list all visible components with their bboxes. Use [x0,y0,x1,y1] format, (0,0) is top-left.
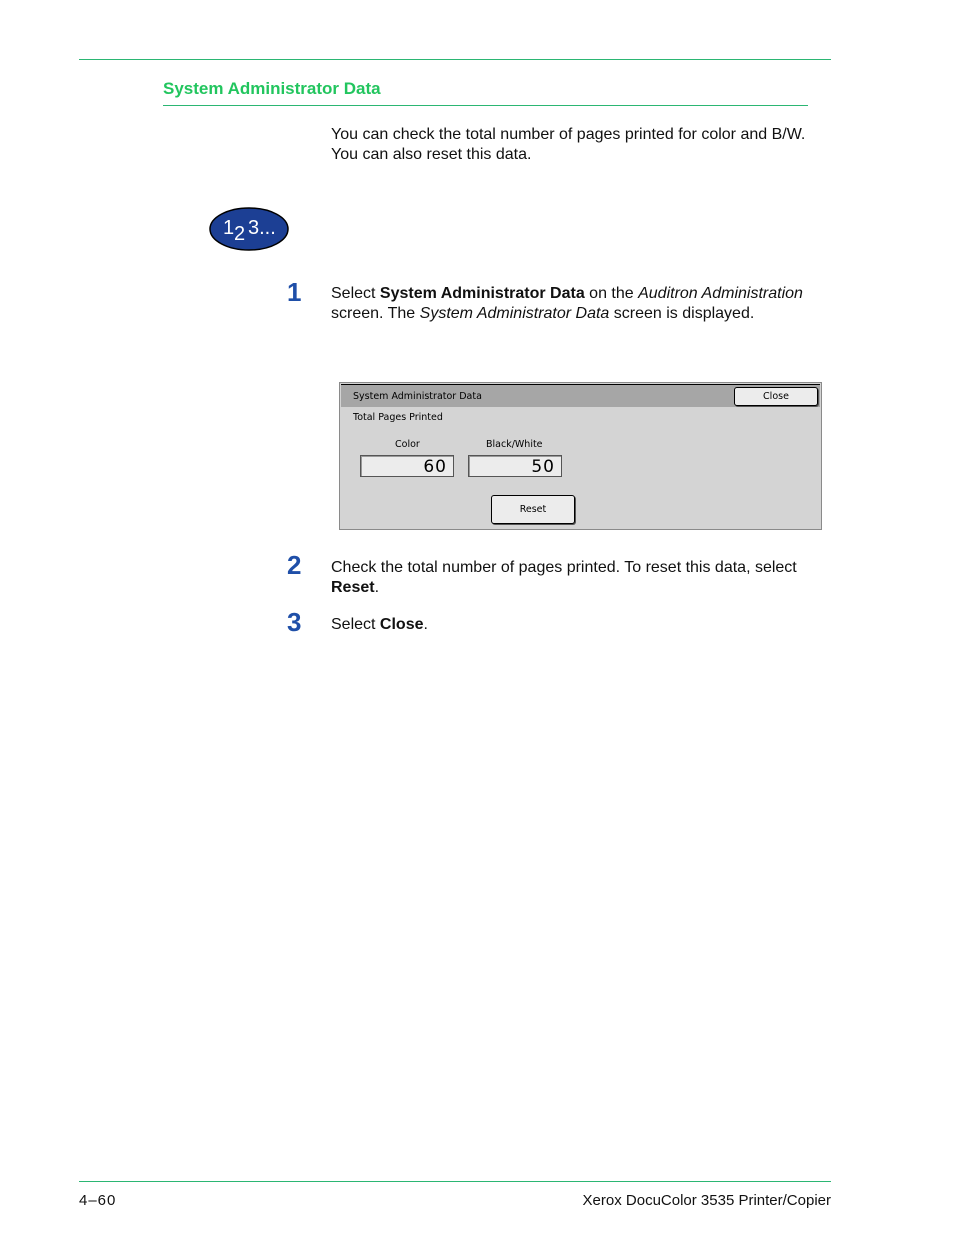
black-white-count-field: 50 [468,455,562,477]
black-white-label: Black/White [486,439,543,450]
intro-paragraph: You can check the total number of pages printed for color and B/W. You can also reset this data. [331,126,806,163]
procedure-icon-label-1: 1 [223,217,235,239]
footer-rule [79,1181,831,1182]
step-number-2: 2 [287,550,302,580]
screen-title: System Administrator Data [353,391,482,402]
step-number-3: 3 [287,607,302,637]
procedure-icon-label-2: 2 [234,223,246,245]
section-title-underline [163,105,808,106]
procedure-icon-label-3: 3... [248,217,276,239]
procedure-steps-icon [209,207,289,251]
section-title: System Administrator Data [163,79,381,98]
step-text-1: Select System Administrator Data on the Auditron Administration screen. The System Administrator Data screen is displayed. [331,285,803,322]
screen-title-bar [341,384,820,407]
total-pages-label: Total Pages Printed [353,412,443,423]
step-text-2: Check the total number of pages printed. To reset this data, select Reset. [331,559,797,596]
page-number: 4–60 [79,1192,117,1209]
product-name: Xerox DocuColor 3535 Printer/Copier [582,1192,831,1209]
header-rule [79,59,831,60]
color-count-field: 60 [360,455,454,477]
system-admin-data-screen [339,382,822,530]
step-text-3: Select Close. [331,616,428,633]
close-button[interactable]: Close [734,387,818,406]
step-number-1: 1 [287,277,302,307]
reset-button[interactable]: Reset [491,495,575,524]
color-label: Color [395,439,420,450]
